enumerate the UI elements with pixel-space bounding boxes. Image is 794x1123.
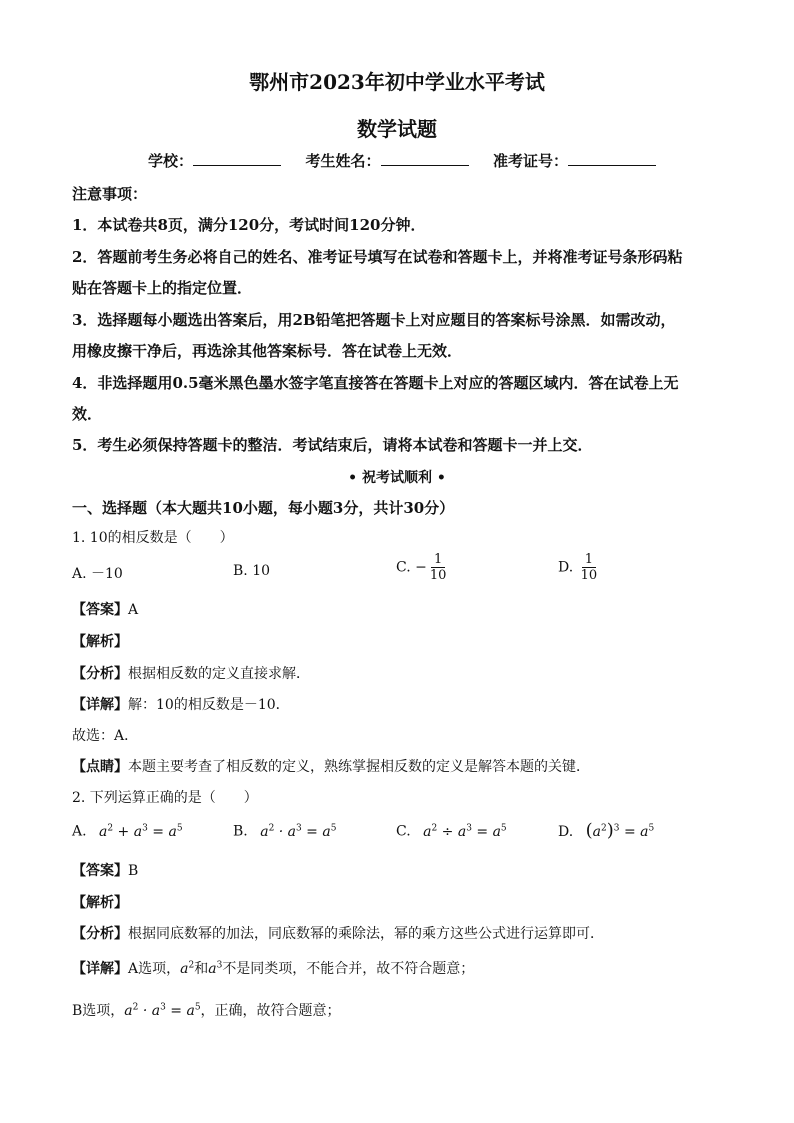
q2-option-b-formula: $a^2 \cdot a^3 = a^5$ — [260, 823, 337, 840]
q1-option-c-fraction — [427, 552, 450, 583]
xa-term-2: $a^3$ — [208, 960, 223, 977]
section-heading: 一、选择题（本大题共10小题，每小题3分，共计30分） — [72, 499, 455, 517]
fraction-numerator: 1 — [431, 552, 445, 568]
fenxi-tag: 【分析】 — [72, 666, 128, 682]
q2-xiangjie-b — [72, 1000, 341, 1020]
q2-xiangjie-a — [72, 958, 474, 978]
q2-option-c-formula: $a^2 \div a^3 = a^5$ — [423, 823, 507, 840]
xa-term-1: $a^2$ — [180, 960, 195, 977]
q2-option-c[interactable] — [396, 823, 507, 840]
answer-tag: 【答案】 — [72, 602, 128, 618]
q2-option-a-label: A. — [72, 823, 87, 840]
q1-option-d-prefix: D. — [558, 559, 578, 576]
xiangjie-text: 解：10的相反数是－10． — [128, 697, 290, 713]
dianjing-text: 本题主要考查了相反数的定义，熟练掌握相反数的定义是解答本题的关键． — [128, 759, 590, 775]
notice-item-3: 3．选择题每小题选出答案后，用2B铅笔把答题卡上对应题目的答案标号涂黑．如需改动， — [72, 311, 676, 329]
dianjing-tag: 【点睛】 — [72, 759, 128, 775]
id-label: 准考证号： — [492, 152, 568, 170]
q2-stem: 2. 下列运算正确的是（ ） — [72, 790, 258, 806]
exam-title: 鄂州市2023年初中学业水平考试 — [249, 70, 545, 94]
info-line — [148, 150, 656, 171]
xa-prefix: A选项， — [128, 961, 181, 977]
notice-item-3-cont: 用橡皮擦干净后，再选涂其他答案标号．答在试卷上无效． — [72, 342, 463, 360]
xiangjie-tag: 【详解】 — [72, 961, 128, 977]
notice-heading: 注意事项： — [72, 185, 148, 203]
school-blank[interactable] — [193, 151, 281, 166]
xb-suffix: ，正确，故符合题意； — [200, 1003, 341, 1019]
notice-item-4-cont: 效． — [72, 405, 103, 423]
good-luck-line: • 祝考试顺利 • — [348, 470, 446, 486]
q1-option-d[interactable] — [558, 552, 600, 583]
q2-option-a-formula: $a^2 + a^3 = a^5$ — [99, 823, 183, 840]
notice-item-5: 5．考生必须保持答题卡的整洁．考试结束后，请将本试卷和答题卡一并上交． — [72, 436, 593, 454]
q2-option-d-label: D. — [558, 824, 574, 840]
answer-tag: 【答案】 — [72, 863, 128, 879]
xa-mid: 和 — [194, 961, 209, 977]
q2-option-d-formula: $(a^2)^3 = a^5$ — [585, 820, 655, 841]
fenxi-tag: 【分析】 — [72, 926, 128, 942]
q1-fenxi — [72, 663, 310, 683]
xiangjie-tag: 【详解】 — [72, 697, 128, 713]
q2-option-c-label: C. — [396, 823, 411, 840]
xb-formula: $a^2 \cdot a^3 = a^5$ — [124, 1002, 201, 1019]
fenxi-text: 根据相反数的定义直接求解． — [128, 666, 310, 682]
answer-value: B — [128, 863, 139, 879]
q1-option-b[interactable]: B. 10 — [233, 563, 271, 579]
q1-answer — [72, 599, 138, 619]
fraction-numerator: 1 — [582, 552, 596, 568]
xa-suffix: 不是同类项，不能合并，故不符合题意； — [222, 961, 475, 977]
q1-stem: 1. 10的相反数是（ ） — [72, 530, 234, 546]
q1-option-d-fraction — [578, 552, 601, 583]
q1-choose: 故选：A． — [72, 728, 139, 744]
id-blank[interactable] — [568, 151, 656, 166]
notice-item-4: 4．非选择题用0.5毫米黑色墨水签字笔直接答在答题卡上对应的答题区域内．答在试卷上无 — [72, 374, 679, 392]
fenxi-text: 根据同底数幂的加法，同底数幂的乘除法，幂的乘方这些公式进行运算即可． — [128, 926, 604, 942]
notice-item-2-cont: 贴在答题卡上的指定位置． — [72, 279, 253, 297]
q2-option-d[interactable] — [558, 820, 654, 841]
notice-item-1: 1．本试卷共8页，满分120分，考试时间120分钟． — [72, 216, 426, 234]
exam-subtitle: 数学试题 — [357, 117, 437, 141]
fraction-denominator: 10 — [580, 568, 598, 583]
name-blank[interactable] — [381, 151, 469, 166]
q2-analysis-tag: 【解析】 — [72, 895, 128, 911]
q1-option-c[interactable] — [396, 552, 449, 583]
fraction-denominator: 10 — [429, 568, 447, 583]
q2-option-b[interactable] — [233, 823, 336, 840]
q2-answer — [72, 860, 138, 880]
school-label: 学校： — [148, 152, 194, 170]
q1-analysis-tag: 【解析】 — [72, 634, 128, 650]
q1-dianjing — [72, 756, 590, 776]
answer-value: A — [128, 602, 139, 618]
xb-prefix: B选项， — [72, 1003, 125, 1019]
q1-xiangjie — [72, 694, 290, 714]
name-label: 考生姓名： — [305, 152, 381, 170]
q1-option-a[interactable]: A. －10 — [72, 566, 123, 582]
notice-item-2: 2．答题前考生务必将自己的姓名、准考证号填写在试卷和答题卡上，并将准考证号条形码粘 — [72, 248, 683, 266]
q1-option-c-prefix: C. − — [396, 559, 427, 576]
q2-option-b-label: B. — [233, 823, 248, 840]
q2-fenxi — [72, 923, 604, 943]
q2-option-a[interactable] — [72, 823, 183, 840]
